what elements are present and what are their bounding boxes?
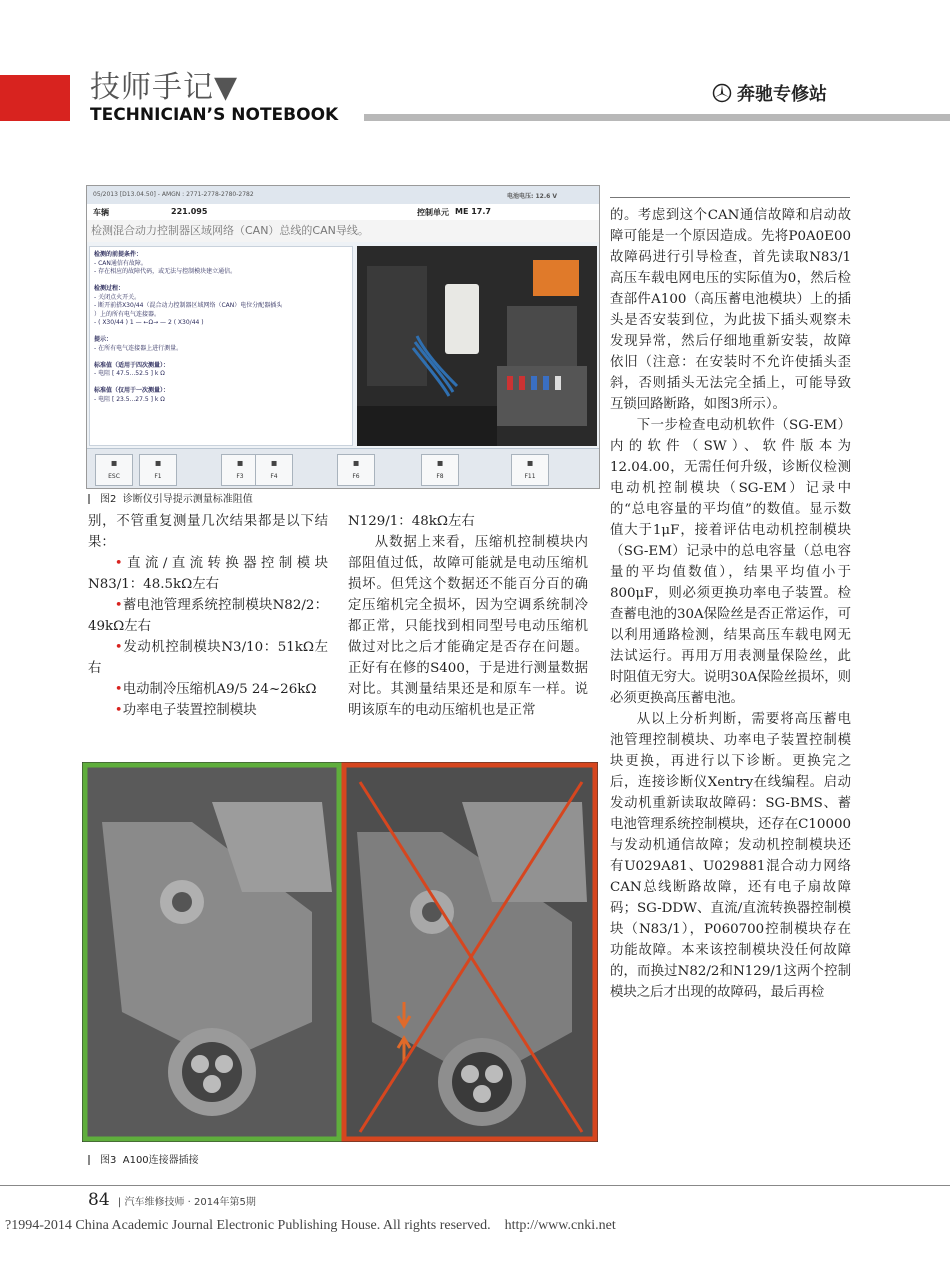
figure-3-number: 图3 [100,1155,117,1166]
col3-paragraph-3: 从以上分析判断，需要将高压蓄电池管理控制模块、功率电子装置控制模块更换，再进行以下诊断。更换完之后，连接诊断仪Xentry在线编程。启动发动机重新读取故障码：SG-BMS、蓄电池管理系统控制模块，还存在C10000与发动机通信故障；发动机控制模块还有U029A81、U029881混合动力网络CAN总线断路故障，还有电子扇故障码；SG-DDW、直流/直流转换器控制模块（N83/1），P060700控制模块存在功能故障。本来该控制模块没任何故障的，而换过N82/2和N129/1这两个控制模块之后才出现的故障码，最后再检 [610,712,851,1000]
copyright-line: ?1994-2014 China Academic Journal Electronic Publishing House. All rights reserved. http://www.cnki.net [5,1218,616,1233]
instruction-line [94,277,348,286]
figure-2-number: 图2 [100,494,117,505]
col1-intro: 别，不管重复测量几次结果都是以下结果： [88,514,328,550]
instruction-line: 标准值（适用于四次测量）： [94,361,170,369]
function-key-f6[interactable] [337,454,375,486]
column-3 [610,205,851,1003]
instruction-line: - ( X30/44 ) 1 — ←Ω→ — 2 ( X30/44 ) [94,319,204,326]
instruction-panel [89,246,353,446]
instruction-line: - 存在相应的故障代码，或无法与控制模块建立通信。 [94,268,237,275]
key-icon: ▪ [110,458,118,469]
screenshot-titlebar [87,186,599,205]
footer-rule [0,1185,950,1186]
mercedes-star-icon [712,83,732,103]
key-icon: ▪ [436,458,444,469]
col1-bullet-2-text: 蓄电池管理系统控制模块N82/2：49kΩ左右 [88,598,328,634]
key-icon: ▪ [270,458,278,469]
col1-bullet-2 [88,595,328,637]
key-icon: ▪ [236,458,244,469]
function-key-f11[interactable] [511,454,549,486]
header-red-block [0,75,70,121]
section-title-en: TECHNICIAN’S NOTEBOOK [90,105,339,125]
connector-photo [357,246,597,446]
task-text: 检测混合动力控制器区域网络（CAN）总线的CAN导线。 [91,224,369,237]
figure-3-graphic [82,762,598,1142]
task-line [87,220,599,242]
function-key-f1[interactable] [139,454,177,486]
key-label: ESC [108,473,120,480]
caption-bar [88,494,90,504]
footer-page: 84 | 汽车维修技师 · 2014年第5期 [88,1190,256,1210]
instruction-line [94,353,348,362]
titlebar-text: 05/2013 [D13.04.50] - AMGN : 2771-2778-2780-2782 [93,191,254,198]
figure-2-caption [88,490,253,505]
ecu-value: ME 17.7 [455,207,491,216]
key-icon: ▪ [352,458,360,469]
key-icon: ▪ [526,458,534,469]
instruction-line: - 断开前搭X30/44（混合动力控制器区域网络（CAN）电位分配器插头 [94,302,283,309]
col3-paragraph-1: 的。考虑到这个CAN通信故障和启动故障可能是一个原因造成。先将P0A0E00故障码进行引导检查，首先读取N83/1高压车载电网电压的实际值为0，然后检查部件A100（高压蓄电池模块）上的插头是否安装到位，为此拔下插头观察未发现异常，然后仔细地重新安装，故障依旧（注意：在安装时不允许使插头歪斜，否则插头无法完全插上，可能导致互锁回路断路，如图3所示）。 [610,208,851,412]
col1-bullet-3-text: 发动机控制模块N3/10：51kΩ左右 [88,640,328,676]
instruction-line: 提示： [94,336,113,343]
key-label: F3 [236,473,244,480]
bullet-dot-icon: • [114,556,123,571]
vehicle-row [87,204,599,221]
voltage-text: 电池电压: 12.6 V [507,193,558,200]
key-label: F4 [270,473,278,480]
vehicle-label: 车辆 [93,208,109,217]
instruction-line: 检测的前提条件： [94,251,143,258]
instruction-line [94,379,348,388]
function-key-f8[interactable] [421,454,459,486]
column-rule [610,197,850,198]
col1-bullet-4-text: 电动制冷压缩机A9/5 24~26kΩ [122,682,317,697]
section-title-cn: 技师手记▼ [90,70,239,105]
instruction-line: - 在所有电气连接器上进行测量。 [94,344,183,352]
journal-name: 汽车维修技师 · 2014年第5期 [124,1197,256,1208]
bullet-dot-icon: • [114,703,123,718]
caption-bar [88,1155,90,1165]
vehicle-value: 221.095 [171,207,208,216]
col2-paragraph: 从数据上来看，压缩机控制模块内部阻值过低，故障可能就是电动压缩机损坏。但凭这个数据还不能百分百的确定压缩机完全损坏，因为空调系统制冷都正常，只能找到相同型号电动压缩机做过对比之后才能确定是否存在问题。正好有在修的S400，于是进行测量数据对比。其测量结果还是和原车一样。说明该原车的电动压缩机也是正常 [348,535,588,718]
instruction-line [94,328,348,337]
key-label: F6 [352,473,360,480]
col1-bullet-1-text: 直流/直流转换器控制模块N83/1：48.5kΩ左右 [88,556,328,592]
instruction-line: - CAN通信有故障。 [94,259,147,267]
key-icon: ▪ [154,458,162,469]
ecu-label: 控制单元 [417,208,449,217]
instruction-line: ）上的所有电气连接器。 [94,310,161,318]
figure-3-caption [88,1151,199,1166]
col1-bullet-4 [88,679,328,700]
function-key-bar [87,448,599,489]
instruction-line: 标准值（仅用于一次测量）： [94,387,170,394]
col1-bullet-5 [88,700,328,721]
key-label: F1 [154,473,162,480]
brand-text: 奔驰专修站 [737,84,827,105]
key-label: F8 [436,473,444,480]
col3-paragraph-2: 下一步检查电动机软件（SG-EM）内的软件（SW）、软件版本为12.04.00，无需任何升级，诊断仪检测电动机控制模块（SG-EM）记录中的“总电容量的平均值”的数值。显示数值大于1μF，接着评估电动机控制模块 （SG-EM）记录中的总电容量（总电容量的平均值数值），结果平均值小于800μF，则必须更换功率电子装置。检查蓄电池的30A保险丝是否正常运作，可以利用通路检测，结果高压车载电网无法试运行。再用万用表测量保险丝，此时阻值无穷大。说明30A保险丝损坏，则必须更换高压蓄电池。 [610,418,851,706]
figure-2-text: 诊断仪引导提示测量标准阻值 [122,494,253,505]
function-key-f3[interactable] [221,454,259,486]
connector-photo-graphic [357,246,597,446]
col2-first: N129/1：48kΩ左右 [348,514,475,529]
page-number: 84 [88,1190,110,1210]
brand-label [712,80,827,106]
bullet-dot-icon: • [114,682,123,697]
col1-bullet-5-text: 功率电子装置控制模块 [122,703,257,718]
figure-3-text: A100连接器插接 [122,1155,199,1166]
header-rule [364,114,950,121]
col1-bullet-3 [88,637,328,679]
instruction-line: - 电阻 [ 47.5...52.5 ] k Ω [94,370,165,377]
instruction-line: - 电阻 [ 23.5...27.5 ] k Ω [94,395,165,403]
instruction-line: 检测过程： [94,285,125,292]
instruction-line: - 关闭点火开关。 [94,293,141,301]
bullet-dot-icon: • [114,640,123,655]
function-key-f4[interactable] [255,454,293,486]
function-key-esc[interactable] [95,454,133,486]
column-1 [88,511,328,721]
figure-2-screenshot [86,185,600,489]
col1-bullet-1 [88,553,328,595]
bullet-dot-icon: • [114,598,123,613]
column-2 [348,511,588,721]
figure-3-photo [82,762,598,1142]
key-label: F11 [524,473,536,480]
